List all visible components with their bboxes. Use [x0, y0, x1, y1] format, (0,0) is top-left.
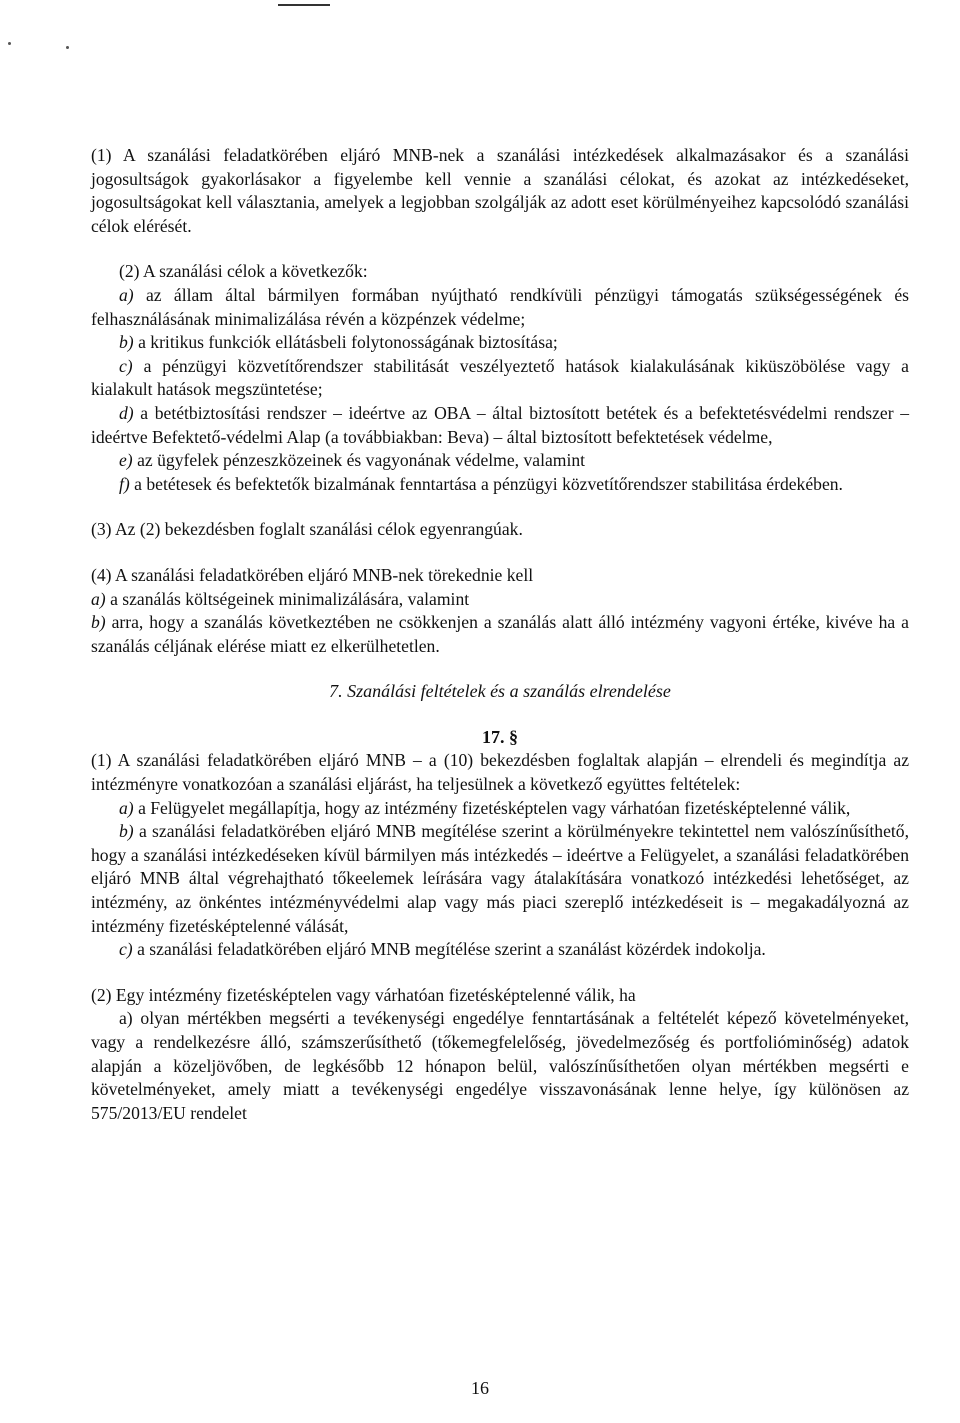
list-item-label: b) [91, 612, 106, 633]
section-title: 7. Szanálási feltételek és a szanálás elrendelése [329, 681, 671, 702]
list-item-text: a szanálási feladatkörében eljáró MNB megítélése szerint a körülményekre tekintettel nem valószínűsíthető, hogy a szanálási intézkedéseken kívül bármilyen más intézkedés – ideértve a Felügyelet, a szanálási feladatkörében eljáró MNB által végrehajtható tőkeelemek leírására vagy átalakítására vonatkozó intézkedési lehetőséget, az intézmény, az önkéntes intézményvédelmi alap vagy más piaci szereplő intézkedéseit is – megakadályozná az intézmény fizetésképtelenné válását, [91, 821, 909, 936]
list-item [91, 938, 909, 962]
list-item-text: a betétesek és befektetők bizalmának fenntartása a pénzügyi közvetítőrendszer stabilitása érdekében. [134, 473, 843, 494]
list-item [91, 820, 909, 938]
list-item [91, 797, 909, 821]
list-item-text: a szanálás költségeinek minimalizálására, valamint [110, 588, 470, 609]
list-item-label: b) [119, 332, 134, 353]
list-item [91, 284, 909, 331]
list-item-text: a betétbiztosítási rendszer – ideértve az OBA – által biztosított betétek és a befektetésvédelmi rendszer – ideértve Befektető-védelmi Alap (a továbbiakban: Beva) – által biztosított befektetések védelme, [91, 402, 909, 447]
list-item-label: f) [119, 473, 130, 494]
paragraph-1: (1) A szanálási feladatkörében eljáró MNB-nek a szanálási intézkedések alkalmazásakor és a szanálási jogosultságok gyakorlásakor a figyelembe kell vennie a szanálási célokat, és azokat az intézkedéseket, jogosultságokat kell választania, amelyek a legjobban szolgálják az adott eset körülményeihez kapcsolódó szanálási célok elérését. [91, 145, 909, 236]
list-item-label: a) [119, 797, 134, 818]
section-17-paragraph-2-intro: (2) Egy intézmény fizetésképtelen vagy várhatóan fizetésképtelenné válik, ha [91, 984, 636, 1005]
list-item-text: a szanálási feladatkörében eljáró MNB megítélése szerint a szanálást közérdek indokolja. [137, 939, 766, 960]
list-item-label: d) [119, 402, 134, 423]
paragraph-4-intro: (4) A szanálási feladatkörében eljáró MNB-nek törekednie kell [91, 564, 534, 585]
list-item-label: c) [119, 939, 133, 960]
list-item-text: az állam által bármilyen formában nyújtható rendkívüli pénzügyi támogatás szükségességének és felhasználásának minimalizálása révén a közpénzek védelme; [91, 284, 909, 329]
list-item [91, 611, 909, 658]
scan-speck [66, 46, 69, 49]
list-item [91, 355, 909, 402]
list-item [91, 331, 909, 355]
page-number: 16 [471, 1378, 489, 1398]
section-17-paragraph-2-item-a: a) olyan mértékben megsérti a tevékenységi engedélye fenntartásának a feltételét képező követelményeket, vagy a rendelkezésre álló, számszerűsíthető (tőkemegfelelőség, jövedelmezőség és portfolióminőség) adatok alapján a közeljövőben, de legkésőbb 12 hónapon belül, valószínűsíthetően olyan mértékben megsérti e követelményeket, amely miatt a tevékenységi engedélye visszavonásának lenne helye, így különösen az 575/2013/EU rendelet [91, 1008, 909, 1123]
document-body [91, 144, 909, 1125]
paragraph-3: (3) Az (2) bekezdésben foglalt szanálási célok egyenrangúak. [91, 519, 523, 540]
list-item-text: arra, hogy a szanálás következtében ne csökkenjen a szanálás alatt álló intézmény vagyoni értéke, kivéve ha a szanálás céljának elérése miatt ez elkerülhetetlen. [91, 612, 909, 656]
list-item-label: a) [91, 588, 106, 609]
list-item-label: e) [119, 450, 133, 471]
list-item [91, 473, 909, 497]
paragraph-2-intro: (2) A szanálási célok a következők: [119, 261, 368, 282]
section-17-paragraph-1-intro: (1) A szanálási feladatkörében eljáró MNB – a (10) bekezdésben foglaltak alapján – elrendeli és megindítja az intézményre vonatkozóan a szanálási eljárást, ha teljesülnek a következő együttes feltételek: [91, 750, 909, 795]
list-item-text: a kritikus funkciók ellátásbeli folytonosságának biztosítása; [138, 332, 558, 353]
list-item-text: a Felügyelet megállapítja, hogy az intézmény fizetésképtelen vagy várhatóan fizetésképtelenné válik, [138, 797, 851, 818]
list-item-label: a) [119, 284, 134, 305]
scan-speck [8, 42, 11, 45]
list-item-label: c) [119, 355, 133, 376]
paragraph-number: 17. § [482, 726, 518, 747]
list-item [91, 588, 909, 612]
list-item [91, 449, 909, 473]
list-item-label: b) [119, 821, 134, 842]
list-item-text: az ügyfelek pénzeszközeinek és vagyonának védelme, valamint [137, 450, 586, 471]
list-item [91, 402, 909, 449]
scan-top-rule [278, 4, 330, 6]
list-item-text: a pénzügyi közvetítőrendszer stabilitását veszélyeztető hatások kialakulásának kiküszöbölése vagy a kialakult hatások megszüntetése; [91, 355, 909, 400]
